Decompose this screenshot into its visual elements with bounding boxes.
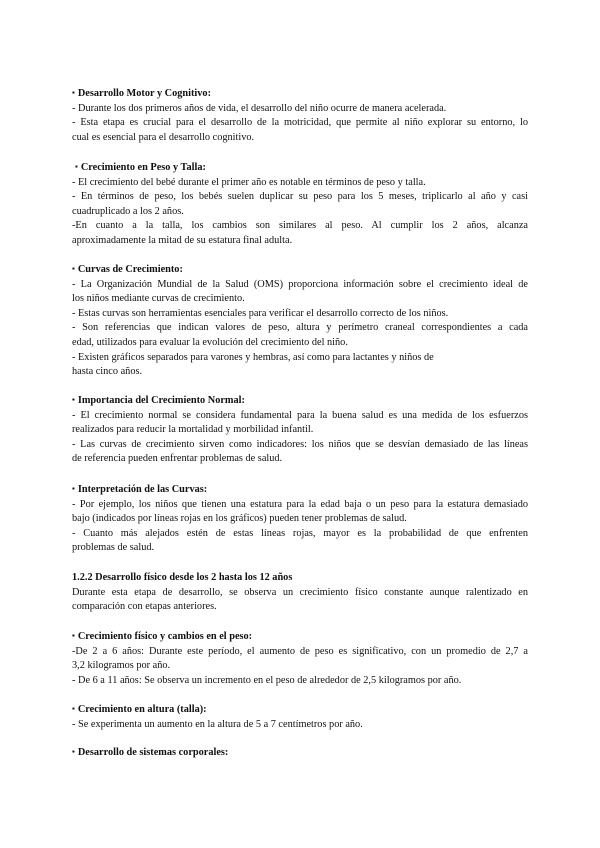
section-heading: ▪ Crecimiento en altura (talla): — [72, 704, 207, 715]
section-heading: ▪ Curvas de Crecimiento: — [72, 264, 183, 275]
paragraph-line: edad, utilizados para evaluar la evolución del crecimiento del niño. — [72, 336, 348, 348]
bullet-icon: ▪ — [72, 395, 75, 404]
bullet-icon: ▪ — [72, 88, 75, 97]
paragraph-line: problemas de salud. — [72, 542, 155, 554]
paragraph-line: Durante esta etapa de desarrollo, se observa un crecimiento físico constante aunque ralentizado en — [72, 586, 528, 598]
paragraph-line: cual es esencial para el desarrollo cognitivo. — [72, 131, 255, 143]
bullet-icon: ▪ — [75, 162, 78, 171]
section-importancia — [72, 393, 528, 467]
paragraph-line: - Durante los dos primeros años de vida, el desarrollo del niño ocurre de manera acelerada. — [72, 102, 447, 114]
section-curvas-crecimiento — [72, 262, 528, 380]
paragraph-line: - Esta etapa es crucial para el desarrollo de la motricidad, que permite al niño explorar su entorno, lo — [72, 117, 528, 129]
paragraph-line: - Estas curvas son herramientas esenciales para verificar el desarrollo correcto de los niños. — [72, 307, 449, 319]
bullet-icon: ▪ — [72, 631, 75, 640]
paragraph-line: aproximadamente la mitad de su estatura final adulta. — [72, 234, 293, 246]
paragraph-line: - Cuanto más alejados estén de estas líneas rojas, mayor es la probabilidad de que enfrenten — [72, 527, 528, 539]
paragraph-line: - Se experimenta un aumento en la altura de 5 a 7 centímetros por año. — [72, 718, 363, 730]
paragraph-line: - De 6 a 11 años: Se observa un incremento en el peso de alrededor de 2,5 kilogramos por año. — [72, 674, 462, 686]
paragraph-line: 3,2 kilogramos por año. — [72, 660, 171, 672]
paragraph-line: - El crecimiento normal se considera fundamental para la buena salud es una medida de los esfuerzos — [72, 409, 528, 421]
paragraph-line: de referencia pueden enfrentar problemas de salud. — [72, 453, 283, 465]
section-heading: ▪ Desarrollo Motor y Cognitivo: — [72, 88, 212, 99]
section-altura — [72, 702, 528, 732]
section-peso-talla — [72, 160, 528, 249]
paragraph-line: comparación con etapas anteriores. — [72, 601, 217, 613]
paragraph-line: - Por ejemplo, los niños que tienen una estatura para la edad baja o un peso para la estatura demasiado — [72, 498, 528, 510]
paragraph-line: - Las curvas de crecimiento sirven como indicadores: los niños que se desvían demasiado de las líneas — [72, 438, 528, 450]
section-heading: ▪ Crecimiento en Peso y Talla: — [75, 162, 206, 173]
section-interpretacion — [72, 482, 528, 556]
paragraph-line: los niños mediante curvas de crecimiento. — [72, 293, 245, 305]
section-heading: ▪ Importancia del Crecimiento Normal: — [72, 395, 245, 406]
bullet-icon: ▪ — [72, 264, 75, 273]
paragraph-line: bajo (indicados por líneas rojas en los gráficos) pueden tener problemas de salud. — [72, 513, 407, 525]
section-peso-cambios — [72, 629, 528, 688]
paragraph-line: hasta cinco años. — [72, 366, 143, 378]
paragraph-line: -De 2 a 6 años: Durante este período, el aumento de peso es significativo, con un promedio de 2,7 a — [72, 645, 528, 657]
section-heading: ▪ Desarrollo de sistemas corporales: — [72, 747, 229, 758]
bullet-icon: ▪ — [72, 747, 75, 756]
section-motor-cognitivo — [72, 86, 528, 145]
paragraph-line: cuadruplicado a los 2 años. — [72, 205, 184, 217]
paragraph-line: - La Organización Mundial de la Salud (OMS) proporciona información sobre el crecimiento ideal de — [72, 278, 528, 290]
section-heading: ▪ Crecimiento físico y cambios en el peso: — [72, 631, 253, 642]
section-heading: ▪ Interpretación de las Curvas: — [72, 484, 208, 495]
paragraph-line: - En términos de peso, los bebés suelen duplicar su peso para los 5 meses, triplicarlo al año y casi — [72, 191, 528, 203]
paragraph-line: - Existen gráficos separados para varones y hembras, así como para lactantes y niños de — [72, 351, 434, 363]
section-desarrollo-2-12 — [72, 571, 528, 615]
paragraph-line: realizados para reducir la mortalidad y morbilidad infantil. — [72, 424, 314, 436]
bullet-icon: ▪ — [72, 704, 75, 713]
bullet-icon: ▪ — [72, 484, 75, 493]
subsection-title: 1.2.2 Desarrollo físico desde los 2 hasta los 12 años — [72, 572, 293, 583]
paragraph-line: - Son referencias que indican valores de peso, altura y perímetro craneal correspondientes a cada — [72, 322, 528, 334]
section-sistemas-corporales — [72, 745, 528, 761]
paragraph-line: -En cuanto a la talla, los cambios son similares al peso. Al cumplir los 2 años, alcanza — [72, 220, 528, 232]
paragraph-line: - El crecimiento del bebé durante el primer año es notable en términos de peso y talla. — [72, 176, 426, 188]
